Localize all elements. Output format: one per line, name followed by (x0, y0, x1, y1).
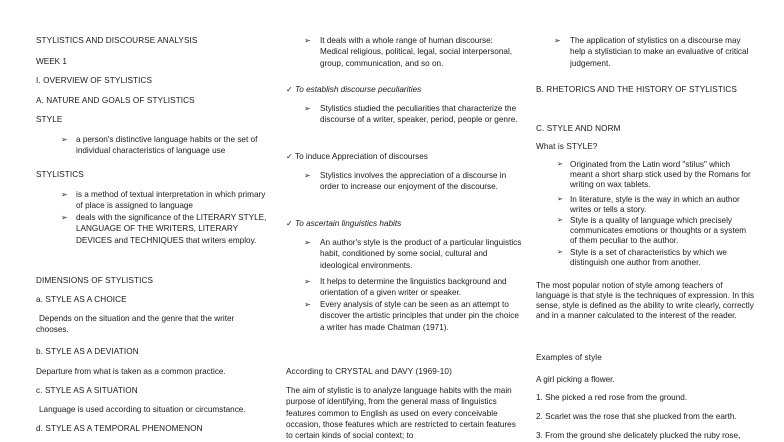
arrow-bullet-icon: ➢ (557, 161, 563, 168)
list-item (536, 160, 754, 190)
list-item (286, 299, 522, 333)
arrow-bullet-icon: ➢ (557, 249, 563, 256)
section-heading-overview: I. OVERVIEW OF STYLISTICS (36, 76, 153, 85)
heading-style-as-choice: a. STYLE AS A CHOICE (36, 295, 127, 304)
list-item (536, 248, 754, 268)
list-item (286, 170, 522, 193)
example-1: 1. She picked a red rose from the ground. (536, 393, 688, 402)
list-item (286, 35, 522, 69)
list-item-text: It helps to determine the linguistics background and orientation of a given writer or speaker. (320, 277, 507, 298)
example-intro: A girl picking a flower. (536, 375, 615, 384)
checkmark-icon: ✓ (286, 85, 293, 94)
arrow-bullet-icon: ➢ (557, 196, 563, 203)
example-3: 3. From the ground she delicately plucked the ruby rose, (536, 431, 741, 440)
list-item-text: Stylistics studied the peculiarities that characterize the discourse of a writer, speaker, period, people or genre. (320, 104, 518, 125)
arrow-bullet-icon: ➢ (61, 213, 68, 222)
section-heading-nature-goals: A. NATURE AND GOALS OF STYLISTICS (36, 96, 195, 105)
list-item-text: An author's style is the product of a particular linguistics habit, conditioned by some social, cultural and ideological environments. (320, 238, 522, 270)
list-item (286, 237, 522, 271)
list-item-text: The application of stylistics on a discourse may help a stylistician to make an evaluative of critical judgement. (570, 36, 749, 68)
arrow-bullet-icon: ➢ (61, 190, 68, 199)
heading-style: STYLE (36, 115, 63, 124)
paragraph-situation: Language is used according to situation or circumstance. (39, 405, 246, 414)
week-label: WEEK 1 (36, 57, 67, 66)
paragraph-popular-notion: The most popular notion of style among teachers of language is that style is the techniques of expression. In this sense, style is defined as the ability to write clearly, correctly and in a manner calculated to the interest of the reader. (536, 281, 755, 320)
arrow-bullet-icon: ➢ (304, 171, 311, 180)
arrow-bullet-icon: ➢ (557, 217, 563, 224)
arrow-bullet-icon: ➢ (61, 135, 68, 144)
list-item-text: Style is a set of characteristics by which we distinguish one author from another. (570, 248, 727, 267)
arrow-bullet-icon: ➢ (304, 36, 311, 45)
list-item-text: In literature, style is the way in which an author writes or tells a story. (570, 195, 740, 214)
section-heading-rhetorics: B. RHETORICS AND THE HISTORY OF STYLISTICS (536, 85, 737, 94)
subheading-ascertain (286, 218, 522, 229)
heading-style-as-deviation: b. STYLE AS A DEVIATION (36, 347, 139, 356)
list-item (286, 103, 522, 126)
style-definition: a person's distinctive language habits or the set of individual characteristics of language use (76, 135, 258, 156)
arrow-bullet-icon: ➢ (304, 104, 311, 113)
heading-crystal-davy: According to CRYSTAL and DAVY (1969-10) (286, 367, 452, 376)
checkmark-icon: ✓ (286, 152, 293, 161)
checkmark-icon: ✓ (286, 219, 293, 228)
subheading-establish (286, 84, 522, 95)
arrow-bullet-icon: ➢ (304, 238, 311, 247)
heading-dimensions: DIMENSIONS OF STYLISTICS (36, 276, 154, 285)
subheading-induce (286, 151, 522, 162)
arrow-bullet-icon: ➢ (554, 36, 561, 45)
list-item-text: Style is a quality of language which precisely communicates emotions or thoughts or a system of them peculiar to the author. (570, 216, 747, 245)
example-2: 2. Scarlet was the rose that she plucked from the earth. (536, 412, 737, 421)
section-heading-style-norm: C. STYLE AND NORM (536, 124, 621, 133)
list-item-text: It deals with a whole range of human discourse: Medical religious, political, legal, social interpersonal, group, communication, and so on. (320, 36, 513, 68)
paragraph-crystal-davy: The aim of stylistic is to analyze language habits with the main purpose of identifying, from the general mass of linguistics features common to English as used on every conceivable occasion, those features which are restricted to certain features to certain kinds of social context; to (286, 386, 516, 441)
heading-stylistics: STYLISTICS (36, 170, 84, 179)
list-item (36, 189, 268, 212)
list-item (36, 134, 268, 157)
list-item-text: Every analysis of style can be seen as an attempt to discover the artistic principles that under pin the choice a writer has made Chatman (1971). (320, 300, 519, 332)
subheading-text: To ascertain linguistics habits (295, 219, 402, 228)
heading-style-as-situation: c. STYLE AS A SITUATION (36, 386, 138, 395)
list-item-text: Originated from the Latin word "stilus" which meant a short sharp stick used by the Romans for writing on wax tablets. (570, 160, 751, 189)
list-item-text: Stylistics involves the appreciation of a discourse in order to increase our enjoyment of the discourse. (320, 171, 507, 192)
heading-what-is-style: What is STYLE? (536, 142, 598, 151)
list-item-text: is a method of textual interpretation in which primary of place is assigned to language (76, 190, 266, 211)
list-item (286, 276, 522, 299)
arrow-bullet-icon: ➢ (304, 277, 311, 286)
list-item (36, 212, 268, 246)
heading-examples-of-style: Examples of style (536, 353, 602, 362)
paragraph-choice: Depends on the situation and the genre that the writer chooses. (36, 314, 235, 335)
heading-style-as-temporal: d. STYLE AS A TEMPORAL PHENOMENON (36, 424, 203, 433)
list-item (536, 216, 754, 246)
list-item-text: deals with the significance of the LITERARY STYLE, LANGUAGE OF THE WRITERS, LITERARY DEVICES and TECHNIQUES that writers employ. (76, 213, 267, 245)
arrow-bullet-icon: ➢ (304, 300, 311, 309)
list-item (536, 195, 754, 215)
subheading-text: To establish discourse peculiarities (295, 85, 422, 94)
document-title: STYLISTICS AND DISCOURSE ANALYSIS (36, 36, 198, 45)
list-item (536, 35, 754, 69)
subheading-text: To induce Appreciation of discourses (295, 152, 428, 161)
paragraph-deviation: Departure from what is taken as a common practice. (36, 367, 226, 376)
